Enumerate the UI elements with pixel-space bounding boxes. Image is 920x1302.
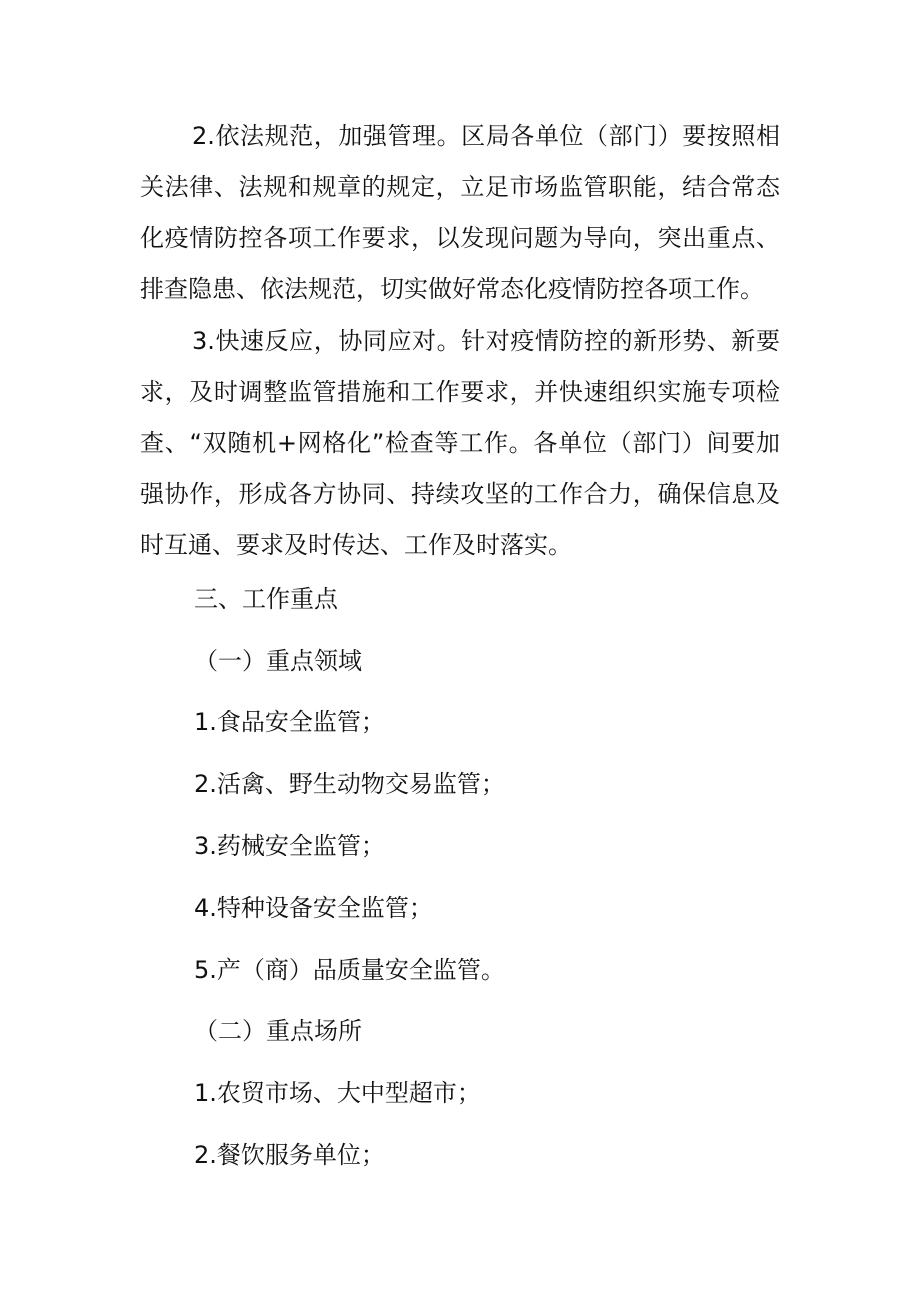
list-item: 3.药械安全监管； — [194, 832, 385, 860]
list-item: 2.活禽、野生动物交易监管； — [194, 770, 505, 798]
list-item: 2.餐饮服务单位； — [194, 1141, 385, 1169]
subsection-heading-2: （二）重点场所 — [194, 1017, 362, 1045]
list-item: 1.食品安全监管； — [194, 708, 385, 736]
paragraph-2: 2.依法规范，加强管理。区局各单位（部门）要按照相关法律、法规和规章的规定，立足市场监管职能，结合常态化疫情防控各项工作要求，以发现问题为导向，突出重点、排查隐患、依法规范，切实做好常态化疫情防控各项工作。 — [140, 122, 780, 303]
list-item: 5.产（商）品质量安全监管。 — [194, 956, 505, 984]
paragraph-3: 3.快速反应，协同应对。针对疫情防控的新形势、新要求，及时调整监管措施和工作要求，并快速组织实施专项检查、“双随机+网格化”检查等工作。各单位（部门）间要加强协作，形成各方协同、持续攻坚的工作合力，确保信息及时互通、要求及时传达、工作及时落实。 — [140, 327, 780, 559]
list-item: 4.特种设备安全监管； — [194, 894, 433, 922]
list-item: 1.农贸市场、大中型超市； — [194, 1079, 481, 1107]
section-heading: 三、工作重点 — [194, 585, 338, 613]
subsection-heading-1: （一）重点领域 — [194, 647, 362, 675]
